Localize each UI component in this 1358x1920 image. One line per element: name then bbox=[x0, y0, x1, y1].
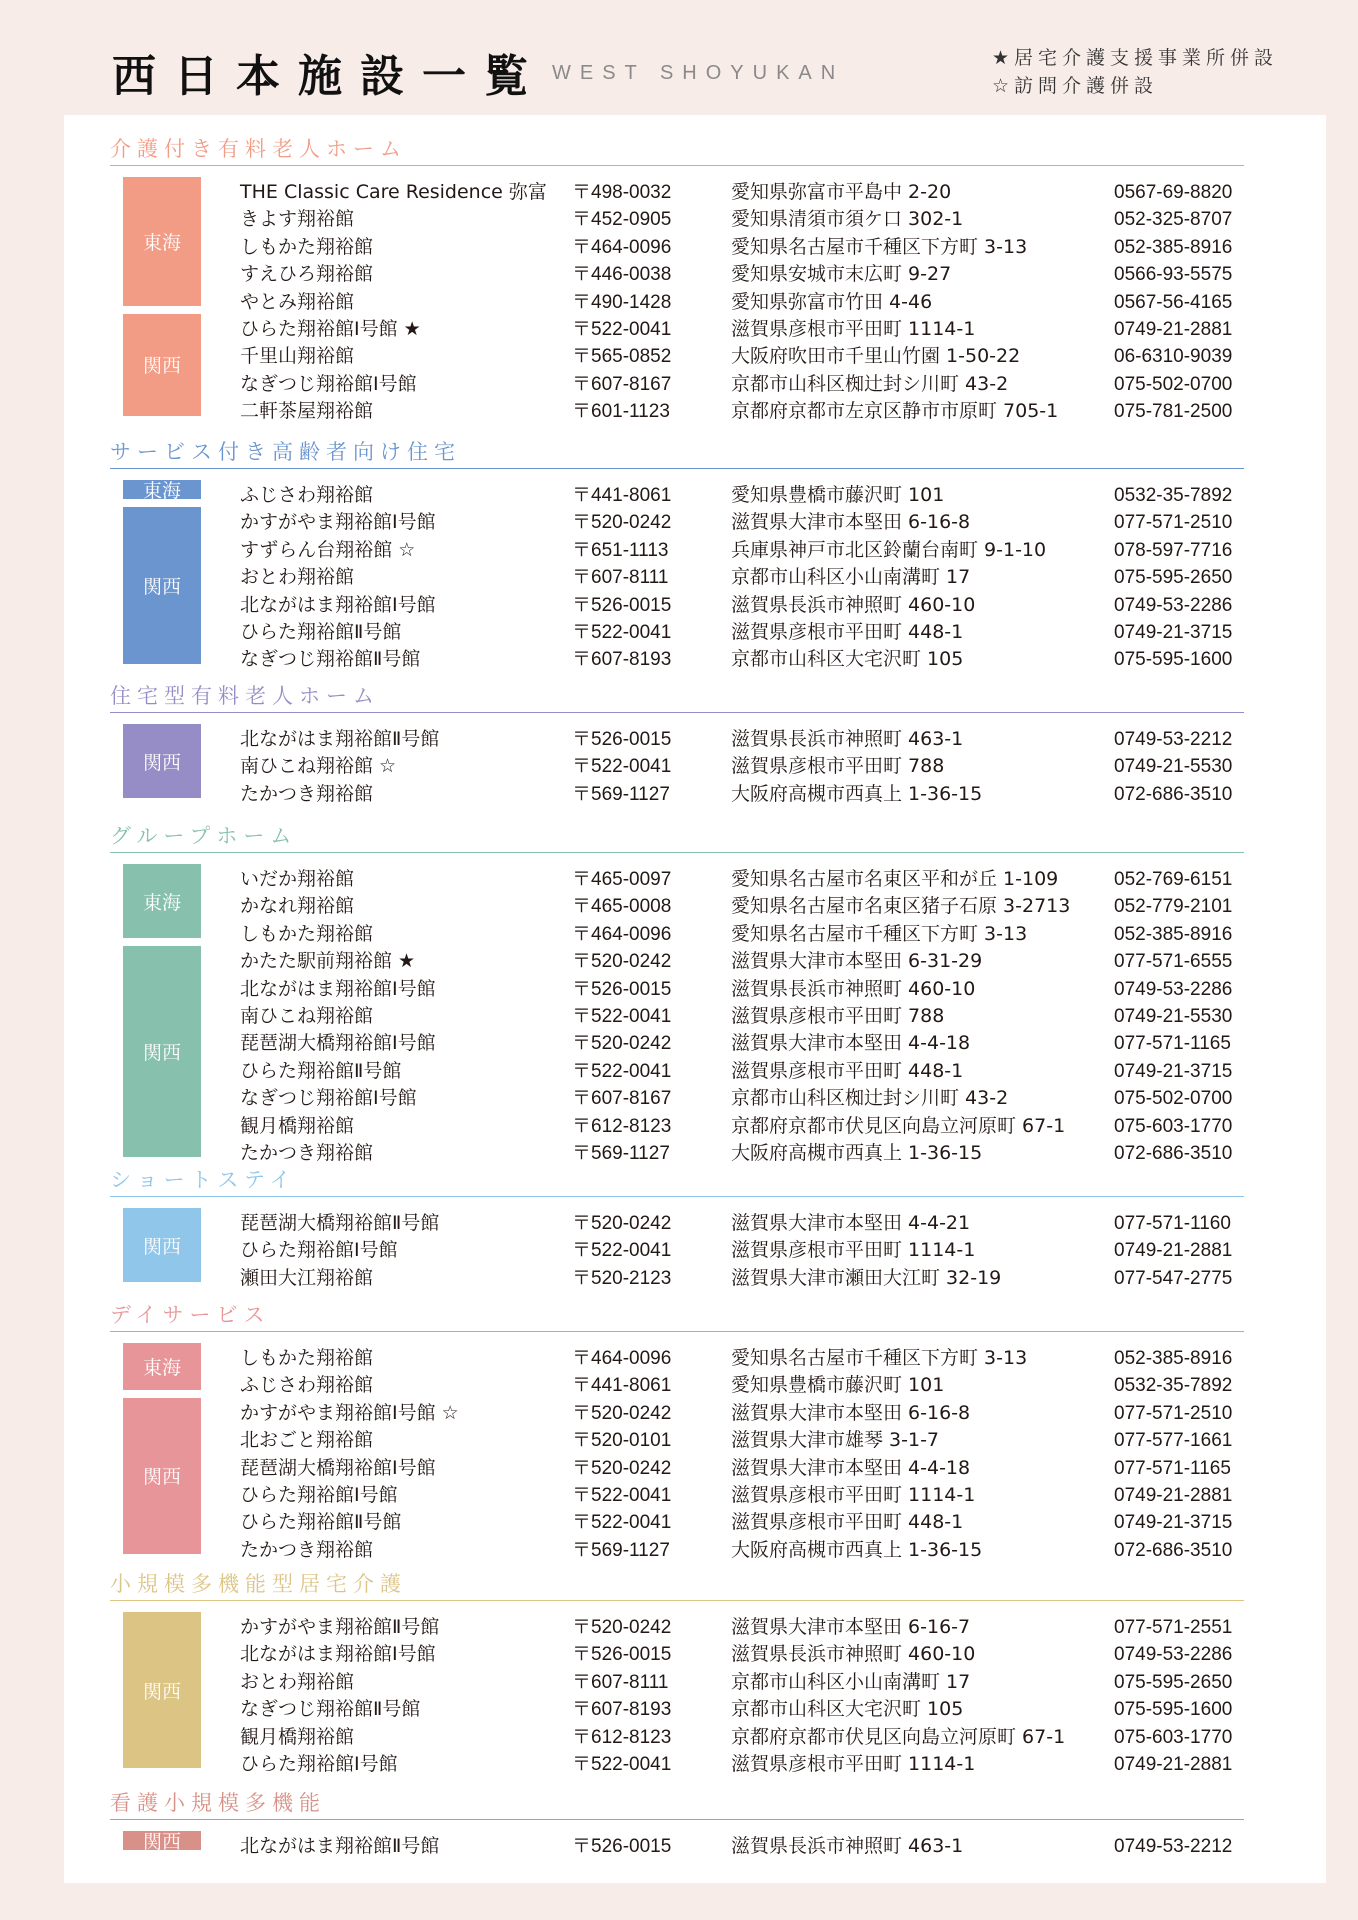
phone-number: 072-686-3510 bbox=[1114, 1143, 1233, 1164]
postal-code: 〒522-0041 bbox=[572, 622, 672, 643]
address: 滋賀県大津市本堅田 6-31-29 bbox=[731, 950, 983, 973]
facility-row bbox=[0, 482, 1358, 509]
phone-number: 0567-56-4165 bbox=[1114, 291, 1233, 313]
phone-number: 0749-21-2881 bbox=[1114, 1485, 1233, 1506]
postal-code: 〒522-0041 bbox=[572, 1754, 672, 1775]
postal-code: 〒520-0242 bbox=[572, 512, 672, 534]
facility-row bbox=[0, 1427, 1358, 1454]
postal-code: 〒441-8061 bbox=[572, 485, 672, 506]
address: 滋賀県大津市本堅田 4-4-18 bbox=[731, 1032, 971, 1055]
phone-number: 0749-21-3715 bbox=[1114, 1060, 1233, 1082]
facility-row bbox=[0, 1400, 1358, 1427]
facility-name: かなれ翔裕館 bbox=[240, 895, 355, 918]
phone-number: 077-571-6555 bbox=[1114, 951, 1233, 973]
postal-code: 〒452-0905 bbox=[572, 209, 672, 231]
phone-number: 075-502-0700 bbox=[1114, 373, 1233, 395]
facility-name: いだか翔裕館 bbox=[240, 868, 355, 890]
facility-row bbox=[0, 261, 1358, 288]
facility-name: 琵琶湖大橋翔裕館Ⅰ号館 bbox=[240, 1032, 436, 1055]
address: 京都市山科区椥辻封シ川町 43-2 bbox=[731, 372, 1009, 395]
phone-number: 077-571-2510 bbox=[1114, 1402, 1233, 1424]
postal-code: 〒465-0008 bbox=[572, 896, 672, 918]
facility-row bbox=[0, 398, 1358, 425]
section-title: デイサービス bbox=[110, 1303, 271, 1327]
facility-row bbox=[0, 1265, 1358, 1292]
phone-number: 052-325-8707 bbox=[1114, 209, 1233, 231]
facility-name: かたた駅前翔裕館 ★ bbox=[240, 950, 416, 973]
postal-code: 〒607-8193 bbox=[572, 649, 672, 671]
phone-number: 0749-53-2212 bbox=[1114, 1836, 1233, 1857]
facility-name: ひらた翔裕館Ⅰ号館 ★ bbox=[240, 318, 421, 340]
facility-name: 北ながはま翔裕館Ⅰ号館 bbox=[240, 977, 436, 1000]
phone-number: 075-781-2500 bbox=[1114, 401, 1233, 423]
phone-number: 0749-53-2212 bbox=[1114, 729, 1233, 750]
address: 愛知県名古屋市名東区平和が丘 1-109 bbox=[731, 868, 1059, 890]
legend-item-star: ★居宅介護支援事業所併設 bbox=[992, 47, 1279, 69]
facility-row bbox=[0, 866, 1358, 893]
facility-row bbox=[0, 1482, 1358, 1509]
facility-name: 二軒茶屋翔裕館 bbox=[240, 400, 374, 423]
facility-name: すえひろ翔裕館 bbox=[240, 263, 374, 286]
address: 滋賀県彦根市平田町 1114-1 bbox=[731, 1753, 976, 1775]
address: 滋賀県長浜市神照町 463-1 bbox=[731, 1835, 964, 1857]
section-title: 住宅型有料老人ホーム bbox=[110, 684, 380, 708]
facility-name: しもかた翔裕館 bbox=[240, 235, 374, 258]
phone-number: 077-571-1160 bbox=[1114, 1213, 1231, 1234]
facility-row bbox=[0, 1751, 1358, 1778]
address: 大阪府高槻市西真上 1-36-15 bbox=[731, 782, 983, 805]
phone-number: 0749-21-2881 bbox=[1114, 1754, 1233, 1775]
facility-name: 北ながはま翔裕館Ⅰ号館 bbox=[240, 1643, 436, 1666]
address: 兵庫県神戸市北区鈴蘭台南町 9-1-10 bbox=[731, 538, 1047, 561]
region-tag: 関西 bbox=[123, 1398, 201, 1554]
region-tag: 関西 bbox=[123, 1208, 201, 1282]
facility-name: 北おごと翔裕館 bbox=[240, 1429, 374, 1452]
facility-name: ひらた翔裕館Ⅱ号館 bbox=[240, 1059, 402, 1082]
facility-name: ふじさわ翔裕館 bbox=[240, 1374, 374, 1397]
postal-code: 〒522-0041 bbox=[572, 1006, 672, 1027]
facility-name: かすがやま翔裕館Ⅰ号館 bbox=[240, 511, 436, 534]
phone-number: 078-597-7716 bbox=[1114, 539, 1233, 561]
facility-row bbox=[0, 1724, 1358, 1751]
facility-row bbox=[0, 509, 1358, 536]
address: 愛知県名古屋市名東区猪子石原 3-2713 bbox=[731, 895, 1071, 918]
section-divider bbox=[110, 852, 1244, 853]
postal-code: 〒612-8123 bbox=[572, 1726, 672, 1748]
phone-number: 077-571-1165 bbox=[1114, 1033, 1231, 1055]
phone-number: 0532-35-7892 bbox=[1114, 1375, 1233, 1397]
phone-number: 0749-53-2286 bbox=[1114, 1644, 1233, 1666]
region-tag: 東海 bbox=[123, 480, 201, 499]
phone-number: 052-385-8916 bbox=[1114, 1348, 1233, 1369]
postal-code: 〒526-0015 bbox=[572, 978, 672, 1000]
facility-name: なぎつじ翔裕館Ⅰ号館 bbox=[240, 372, 417, 395]
facility-name: なぎつじ翔裕館Ⅰ号館 bbox=[240, 1087, 417, 1110]
address: 京都府京都市左京区静市市原町 705-1 bbox=[731, 400, 1059, 423]
postal-code: 〒607-8193 bbox=[572, 1699, 672, 1721]
phone-number: 0566-93-5575 bbox=[1114, 264, 1233, 286]
facility-row bbox=[0, 234, 1358, 261]
address: 滋賀県彦根市平田町 788 bbox=[731, 755, 945, 778]
phone-number: 075-595-1600 bbox=[1114, 649, 1233, 671]
postal-code: 〒522-0041 bbox=[572, 1485, 672, 1506]
postal-code: 〒569-1127 bbox=[572, 783, 670, 805]
address: 京都市山科区大宅沢町 105 bbox=[731, 1698, 964, 1721]
facility-name: 琵琶湖大橋翔裕館Ⅰ号館 bbox=[240, 1456, 436, 1479]
section-divider bbox=[110, 1819, 1244, 1820]
postal-code: 〒464-0096 bbox=[572, 923, 672, 945]
facility-row bbox=[0, 1537, 1358, 1564]
facility-name: おとわ翔裕館 bbox=[240, 1670, 355, 1693]
facility-name: 北ながはま翔裕館Ⅱ号館 bbox=[240, 1835, 440, 1857]
facility-name: かすがやま翔裕館Ⅰ号館 ☆ bbox=[240, 1401, 459, 1424]
facility-name: 瀬田大江翔裕館 bbox=[240, 1266, 374, 1289]
section-title: サービス付き高齢者向け住宅 bbox=[110, 440, 461, 464]
facility-row bbox=[0, 1030, 1358, 1057]
address: 愛知県清須市須ケ口 302-1 bbox=[731, 208, 964, 231]
address: 京都府京都市伏見区向島立河原町 67-1 bbox=[731, 1725, 1066, 1748]
phone-number: 077-571-2551 bbox=[1114, 1617, 1233, 1638]
postal-code: 〒520-0242 bbox=[572, 1617, 672, 1638]
symbol-legend bbox=[992, 44, 1278, 100]
facility-name: なぎつじ翔裕館Ⅱ号館 bbox=[240, 1698, 421, 1721]
address: 愛知県豊橋市藤沢町 101 bbox=[731, 1374, 945, 1397]
region-tag: 東海 bbox=[123, 1343, 201, 1390]
section-title: ショートステイ bbox=[110, 1168, 297, 1192]
postal-code: 〒569-1127 bbox=[572, 1539, 670, 1561]
phone-number: 075-603-1770 bbox=[1114, 1115, 1233, 1137]
facility-name: たかつき翔裕館 bbox=[240, 782, 374, 805]
address: 滋賀県大津市本堅田 6-16-8 bbox=[731, 511, 971, 534]
postal-code: 〒520-0242 bbox=[572, 951, 672, 973]
facility-row bbox=[0, 893, 1358, 920]
address: 京都市山科区椥辻封シ川町 43-2 bbox=[731, 1087, 1009, 1110]
phone-number: 0749-21-2881 bbox=[1114, 1240, 1233, 1262]
postal-code: 〒520-0242 bbox=[572, 1457, 672, 1479]
facility-row bbox=[0, 1509, 1358, 1536]
address: 愛知県名古屋市千種区下方町 3-13 bbox=[731, 235, 1028, 258]
address: 滋賀県大津市雄琴 3-1-7 bbox=[731, 1429, 940, 1452]
facility-name: たかつき翔裕館 bbox=[240, 1142, 374, 1164]
facility-name: 千里山翔裕館 bbox=[240, 345, 355, 368]
section-divider bbox=[110, 1196, 1244, 1197]
postal-code: 〒465-0097 bbox=[572, 869, 672, 890]
facility-name: 観月橋翔裕館 bbox=[240, 1114, 355, 1137]
facility-name: すずらん台翔裕館 ☆ bbox=[240, 538, 416, 561]
facility-row bbox=[0, 343, 1358, 370]
address: 滋賀県大津市本堅田 6-16-7 bbox=[731, 1616, 971, 1638]
address: 愛知県安城市末広町 9-27 bbox=[731, 263, 952, 286]
postal-code: 〒520-2123 bbox=[572, 1267, 672, 1289]
section-divider bbox=[110, 1600, 1244, 1601]
address: 滋賀県彦根市平田町 448-1 bbox=[731, 621, 964, 643]
phone-number: 0749-21-3715 bbox=[1114, 1512, 1233, 1534]
address: 滋賀県彦根市平田町 448-1 bbox=[731, 1059, 964, 1082]
postal-code: 〒446-0038 bbox=[572, 264, 672, 286]
address: 滋賀県長浜市神照町 460-10 bbox=[731, 1643, 976, 1666]
facility-name: しもかた翔裕館 bbox=[240, 1347, 374, 1369]
address: 京都府京都市伏見区向島立河原町 67-1 bbox=[731, 1114, 1066, 1137]
facility-row bbox=[0, 206, 1358, 233]
address: 京都市山科区小山南溝町 17 bbox=[731, 1670, 971, 1693]
region-tag: 東海 bbox=[123, 864, 201, 938]
phone-number: 075-595-2650 bbox=[1114, 1671, 1233, 1693]
phone-number: 075-603-1770 bbox=[1114, 1726, 1233, 1748]
facility-row bbox=[0, 1210, 1358, 1237]
address: 滋賀県彦根市平田町 1114-1 bbox=[731, 1484, 976, 1506]
address: 滋賀県長浜市神照町 463-1 bbox=[731, 728, 964, 750]
address: 滋賀県長浜市神照町 460-10 bbox=[731, 977, 976, 1000]
address: 滋賀県彦根市平田町 1114-1 bbox=[731, 318, 976, 340]
phone-number: 077-577-1661 bbox=[1114, 1430, 1233, 1452]
address: 滋賀県彦根市平田町 1114-1 bbox=[731, 1239, 976, 1262]
facility-row bbox=[0, 948, 1358, 975]
address: 大阪府高槻市西真上 1-36-15 bbox=[731, 1538, 983, 1561]
postal-code: 〒565-0852 bbox=[572, 346, 672, 368]
facility-name: ひらた翔裕館Ⅰ号館 bbox=[240, 1753, 398, 1775]
postal-code: 〒522-0041 bbox=[572, 1060, 672, 1082]
region-tag: 関西 bbox=[123, 314, 201, 416]
facility-row bbox=[0, 1058, 1358, 1085]
facility-row bbox=[0, 1614, 1358, 1641]
postal-code: 〒526-0015 bbox=[572, 729, 672, 750]
facility-row bbox=[0, 1113, 1358, 1140]
facility-row bbox=[0, 1140, 1358, 1167]
postal-code: 〒520-0242 bbox=[572, 1033, 672, 1055]
postal-code: 〒526-0015 bbox=[572, 594, 672, 616]
address: 滋賀県彦根市平田町 788 bbox=[731, 1005, 945, 1027]
section-title: 介護付き有料老人ホーム bbox=[110, 137, 407, 161]
postal-code: 〒464-0096 bbox=[572, 236, 672, 258]
postal-code: 〒607-8167 bbox=[572, 1088, 672, 1110]
phone-number: 0749-53-2286 bbox=[1114, 978, 1233, 1000]
facility-name: なぎつじ翔裕館Ⅱ号館 bbox=[240, 648, 421, 671]
facility-row bbox=[0, 1696, 1358, 1723]
postal-code: 〒569-1127 bbox=[572, 1143, 670, 1164]
facility-name: 南ひこね翔裕館 bbox=[240, 1005, 374, 1027]
facility-row bbox=[0, 1641, 1358, 1668]
phone-number: 052-385-8916 bbox=[1114, 923, 1233, 945]
facility-name: 南ひこね翔裕館 ☆ bbox=[240, 755, 397, 778]
phone-number: 0749-21-2881 bbox=[1114, 319, 1233, 340]
phone-number: 072-686-3510 bbox=[1114, 783, 1233, 805]
postal-code: 〒522-0041 bbox=[572, 1240, 672, 1262]
postal-code: 〒651-1113 bbox=[572, 539, 669, 561]
facility-name: 観月橋翔裕館 bbox=[240, 1725, 355, 1748]
facility-row bbox=[0, 646, 1358, 673]
phone-number: 0749-53-2286 bbox=[1114, 594, 1233, 616]
facility-name: 北ながはま翔裕館Ⅰ号館 bbox=[240, 593, 436, 616]
address: 愛知県弥富市竹田 4-46 bbox=[731, 290, 933, 313]
postal-code: 〒522-0041 bbox=[572, 1512, 672, 1534]
page-header bbox=[0, 0, 1358, 115]
facility-name: ひらた翔裕館Ⅱ号館 bbox=[240, 621, 402, 643]
facility-row bbox=[0, 1455, 1358, 1482]
facility-row bbox=[0, 1085, 1358, 1112]
address: 京都市山科区大宅沢町 105 bbox=[731, 648, 964, 671]
phone-number: 052-779-2101 bbox=[1114, 896, 1233, 918]
facility-row bbox=[0, 921, 1358, 948]
postal-code: 〒526-0015 bbox=[572, 1836, 672, 1857]
phone-number: 075-502-0700 bbox=[1114, 1088, 1233, 1110]
address: 大阪府高槻市西真上 1-36-15 bbox=[731, 1142, 983, 1164]
postal-code: 〒601-1123 bbox=[572, 401, 670, 423]
facility-name: たかつき翔裕館 bbox=[240, 1538, 374, 1561]
phone-number: 077-571-1165 bbox=[1114, 1457, 1231, 1479]
postal-code: 〒520-0242 bbox=[572, 1213, 672, 1234]
facility-row bbox=[0, 537, 1358, 564]
facility-row bbox=[0, 371, 1358, 398]
section-divider bbox=[110, 468, 1244, 469]
facility-row bbox=[0, 1669, 1358, 1696]
postal-code: 〒498-0032 bbox=[572, 182, 672, 203]
postal-code: 〒522-0041 bbox=[572, 319, 672, 340]
phone-number: 075-595-2650 bbox=[1114, 567, 1233, 589]
address: 滋賀県大津市本堅田 4-4-21 bbox=[731, 1212, 971, 1234]
facility-row bbox=[0, 619, 1358, 646]
address: 愛知県名古屋市千種区下方町 3-13 bbox=[731, 922, 1028, 945]
facility-name: THE Classic Care Residence 弥富 bbox=[240, 181, 547, 203]
phone-number: 077-571-2510 bbox=[1114, 512, 1233, 534]
address: 愛知県弥富市平島中 2-20 bbox=[731, 181, 952, 203]
facility-name: ひらた翔裕館Ⅰ号館 bbox=[240, 1484, 398, 1506]
postal-code: 〒526-0015 bbox=[572, 1644, 672, 1666]
phone-number: 0749-21-5530 bbox=[1114, 1006, 1233, 1027]
facility-name: やとみ翔裕館 bbox=[240, 290, 355, 313]
facility-row bbox=[0, 753, 1358, 780]
facility-row bbox=[0, 781, 1358, 808]
facility-row bbox=[0, 976, 1358, 1003]
section-title: 看護小規模多機能 bbox=[110, 1791, 326, 1815]
facility-name: ふじさわ翔裕館 bbox=[240, 484, 374, 506]
facility-row bbox=[0, 289, 1358, 316]
phone-number: 0749-21-5530 bbox=[1114, 756, 1233, 778]
facility-row bbox=[0, 316, 1358, 343]
address: 滋賀県大津市本堅田 6-16-8 bbox=[731, 1401, 971, 1424]
facility-name: おとわ翔裕館 bbox=[240, 566, 355, 589]
facility-name: 琵琶湖大橋翔裕館Ⅱ号館 bbox=[240, 1212, 440, 1234]
postal-code: 〒441-8061 bbox=[572, 1375, 672, 1397]
address: 京都市山科区小山南溝町 17 bbox=[731, 566, 971, 589]
address: 滋賀県大津市瀬田大江町 32-19 bbox=[731, 1266, 1002, 1289]
phone-number: 052-385-8916 bbox=[1114, 236, 1233, 258]
facility-row bbox=[0, 592, 1358, 619]
facility-row bbox=[0, 179, 1358, 206]
facility-row bbox=[0, 1833, 1358, 1860]
section-divider bbox=[110, 1331, 1244, 1332]
facility-name: 北ながはま翔裕館Ⅱ号館 bbox=[240, 728, 440, 750]
section-divider bbox=[110, 712, 1244, 713]
address: 滋賀県彦根市平田町 448-1 bbox=[731, 1511, 964, 1534]
facility-name: ひらた翔裕館Ⅱ号館 bbox=[240, 1511, 402, 1534]
address: 滋賀県長浜市神照町 460-10 bbox=[731, 593, 976, 616]
facility-name: しもかた翔裕館 bbox=[240, 922, 374, 945]
facility-name: ひらた翔裕館Ⅰ号館 bbox=[240, 1239, 398, 1262]
legend-item-open-star: ☆訪問介護併設 bbox=[992, 75, 1159, 97]
postal-code: 〒607-8167 bbox=[572, 373, 672, 395]
page-title: 西日本施設一覧 bbox=[112, 51, 546, 102]
phone-number: 06-6310-9039 bbox=[1114, 346, 1233, 368]
section-divider bbox=[110, 165, 1244, 166]
section-title: グループホーム bbox=[110, 824, 298, 848]
section-title: 小規模多機能型居宅介護 bbox=[110, 1572, 407, 1596]
postal-code: 〒490-1428 bbox=[572, 291, 672, 313]
postal-code: 〒520-0242 bbox=[572, 1402, 672, 1424]
phone-number: 0567-69-8820 bbox=[1114, 182, 1233, 203]
address: 愛知県豊橋市藤沢町 101 bbox=[731, 484, 945, 506]
page-subtitle: WEST SHOYUKAN bbox=[552, 62, 845, 84]
postal-code: 〒607-8111 bbox=[572, 1671, 669, 1693]
region-tag: 関西 bbox=[123, 1612, 201, 1768]
address: 大阪府吹田市千里山竹園 1-50-22 bbox=[731, 345, 1021, 368]
facility-row bbox=[0, 726, 1358, 753]
phone-number: 072-686-3510 bbox=[1114, 1539, 1233, 1561]
phone-number: 0749-21-3715 bbox=[1114, 622, 1233, 643]
facility-row bbox=[0, 1345, 1358, 1372]
postal-code: 〒607-8111 bbox=[572, 567, 669, 589]
postal-code: 〒520-0101 bbox=[572, 1430, 672, 1452]
facility-row bbox=[0, 1003, 1358, 1030]
region-tag: 関西 bbox=[123, 1831, 201, 1850]
postal-code: 〒612-8123 bbox=[572, 1115, 672, 1137]
phone-number: 075-595-1600 bbox=[1114, 1699, 1233, 1721]
phone-number: 0532-35-7892 bbox=[1114, 485, 1233, 506]
facility-name: かすがやま翔裕館Ⅱ号館 bbox=[240, 1616, 440, 1638]
facility-row bbox=[0, 1237, 1358, 1264]
region-tag: 関西 bbox=[123, 724, 201, 798]
postal-code: 〒522-0041 bbox=[572, 756, 672, 778]
region-tag: 関西 bbox=[123, 507, 201, 663]
phone-number: 077-547-2775 bbox=[1114, 1267, 1233, 1289]
region-tag: 東海 bbox=[123, 177, 201, 306]
facility-row bbox=[0, 564, 1358, 591]
address: 愛知県名古屋市千種区下方町 3-13 bbox=[731, 1347, 1028, 1369]
postal-code: 〒464-0096 bbox=[572, 1348, 672, 1369]
region-tag: 関西 bbox=[123, 946, 201, 1157]
phone-number: 052-769-6151 bbox=[1114, 869, 1233, 890]
facility-row bbox=[0, 1372, 1358, 1399]
facility-name: きよす翔裕館 bbox=[240, 208, 355, 231]
address: 滋賀県大津市本堅田 4-4-18 bbox=[731, 1456, 971, 1479]
